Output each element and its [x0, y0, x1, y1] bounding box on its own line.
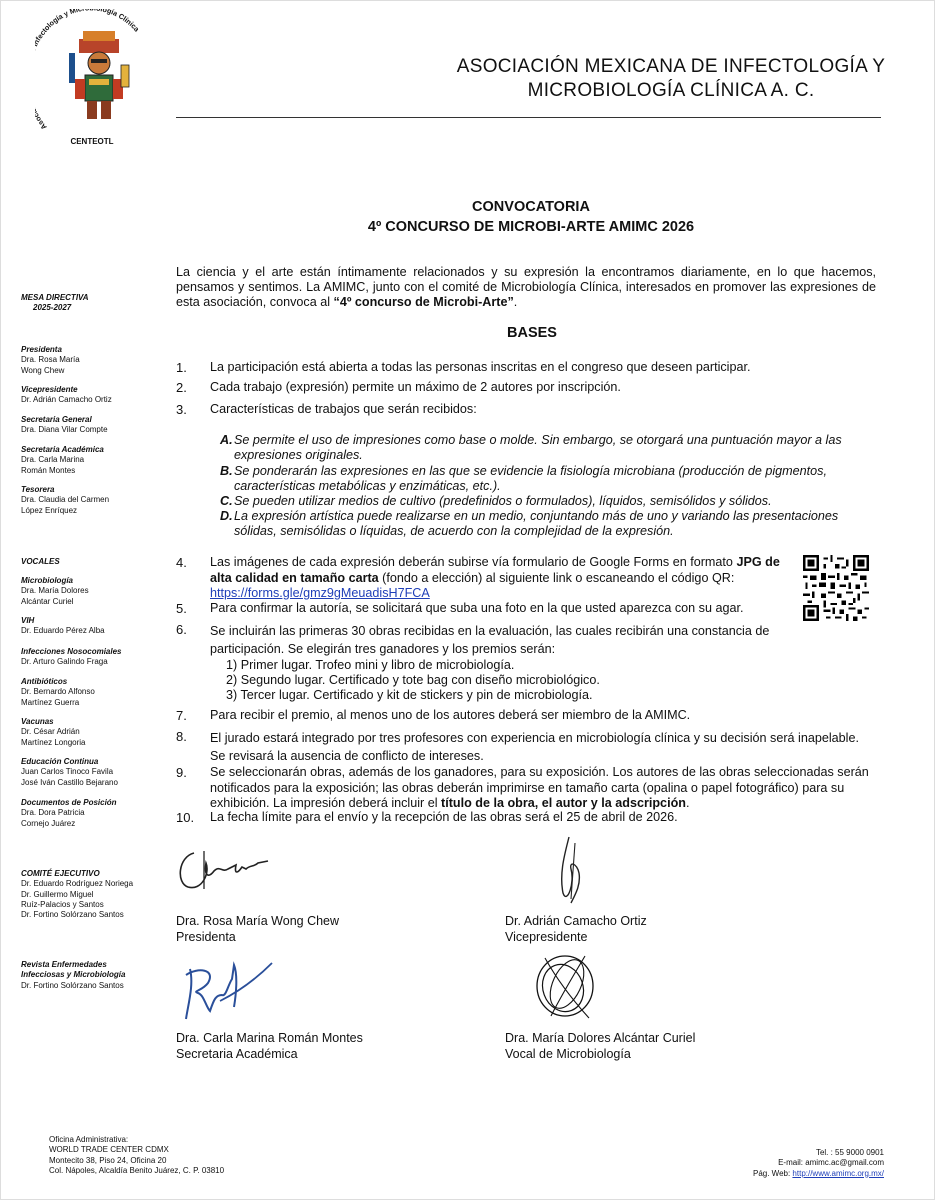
sidebar-vocal-educacion: [21, 757, 171, 788]
vocal-name: Juan Carlos Tinoco Favila José Iván Castillo Bejarano: [21, 767, 118, 787]
sidebar-mesa-directiva: [21, 293, 171, 314]
signatory-role: Secretaria Académica: [176, 1047, 298, 1061]
vocal-role: Documentos de Posición: [21, 798, 117, 807]
vocal-name: Dr. Eduardo Pérez Alba: [21, 626, 105, 636]
item-number: 1.: [176, 360, 187, 375]
sidebar-vocal-documentos: [21, 798, 171, 829]
item-text: Características de trabajos que serán recibidos:: [210, 402, 477, 416]
item-text: La fecha límite para el envío y la recepción de las obras será el 25 de abril de 2026.: [210, 810, 678, 824]
prize-third: 3) Tercer lugar. Certificado y kit de stickers y pin de microbiología.: [226, 688, 593, 702]
comite-names: Dr. Eduardo Rodríguez Noriega Dr. Guillermo Miguel Ruíz-Palacios y Santos Dr. Fortino Solórzano Santos: [21, 879, 134, 920]
sidebar-board-presidenta: [21, 345, 171, 376]
board-name: Dra. Diana Vilar Compte: [21, 425, 108, 435]
title-convocatoria: CONVOCATORIA: [472, 199, 590, 215]
org-title-line1: ASOCIACIÓN MEXICANA DE INFECTOLOGÍA Y: [456, 56, 886, 77]
header-divider: [176, 117, 881, 118]
sidebar-board-secretaria-general: [21, 415, 171, 436]
item-text: [210, 765, 876, 812]
intro-bold: “4º concurso de Microbi-Arte”: [333, 295, 514, 309]
vocal-role: Infecciones Nosocomiales: [21, 647, 122, 656]
footer-colonia: Col. Nápoles, Alcaldía Benito Juárez, C. P. 03810: [49, 1165, 225, 1175]
item-number: 8.: [176, 729, 187, 744]
sidebar-board-secretaria-academica: [21, 445, 171, 476]
signatory-role: Vicepresidente: [505, 930, 588, 944]
document-title: [331, 197, 731, 237]
footer-street: Montecito 38, Piso 24, Oficina 20: [49, 1155, 167, 1165]
item-number: 10.: [176, 810, 195, 825]
footer-web: [753, 1169, 884, 1179]
signature-block-vicepresidente: [505, 913, 647, 945]
mesa-directiva-heading: MESA DIRECTIVA: [21, 293, 89, 302]
signatory-role: Vocal de Microbiología: [505, 1047, 631, 1061]
organization-title: [441, 55, 901, 103]
signatory-name: Dra. María Dolores Alcántar Curiel: [505, 1031, 696, 1045]
signatory-role: Presidenta: [176, 930, 236, 944]
sidebar-vocal-infecciones: [21, 647, 171, 668]
sub-letter: B.: [220, 464, 233, 478]
item9-text: Se seleccionarán obras, además de los ganadores, para su exposición. Los autores de las obras seleccionadas serán notificados para la exposición; las obras deberán imprimirse en tamaño carta (opalina o papel fotográfico) para su exhibición. La impresión deberá incluir el: [210, 765, 869, 810]
item9-bold: título de la obra, el autor y la adscripción: [441, 796, 686, 810]
sidebar-comite: [21, 869, 171, 920]
signature-block-presidenta: [176, 913, 339, 945]
sidebar-vocal-vacunas: [21, 717, 171, 748]
footer-building: WORLD TRADE CENTER CDMX: [49, 1145, 169, 1155]
intro-text: La ciencia y el arte están íntimamente relacionados y su expresión la encontramos diariamente, en lo que hacemos, pensamos y sentimos. La AMIMC, junto con el comité de Microbiología Clínica, interesados en promover las expresiones de esta asociación, convoca al: [176, 265, 876, 309]
sidebar-vocal-microbiologia: [21, 576, 171, 607]
signatory-name: Dr. Adrián Camacho Ortiz: [505, 914, 647, 928]
vocal-name: Dr. César Adrián Martínez Longoria: [21, 727, 86, 747]
board-name: Dra. Claudia del Carmen López Enríquez: [21, 495, 110, 515]
handwritten-signature-icon: [176, 843, 296, 903]
board-role: Presidenta: [21, 345, 62, 354]
bases-heading: BASES: [507, 325, 557, 341]
footer-address: [49, 1135, 224, 1176]
svg-text:Asociación Mexicana de Infecto: As ectología y Mi ogía Clínica: [35, 9, 142, 132]
item-text: El jurado estará integrado por tres profesores con experiencia en microbiología clínica y su decisión será inapelable. Se revisará la ausencia de conflicto de intereses.: [210, 731, 859, 763]
item-number: 5.: [176, 601, 187, 616]
item9-end: .: [685, 796, 690, 810]
item-text: Para confirmar la autoría, se solicitará que suba una foto en la que usted aparezca con su agar.: [210, 601, 744, 615]
footer-web-link[interactable]: http://www.amimc.org.mx/: [792, 1168, 884, 1178]
vocal-name: Dra. María Dolores Alcántar Curiel: [21, 586, 89, 606]
logo-caption: CENTEOTL: [70, 137, 114, 146]
sub-text: Se pueden utilizar medios de cultivo (predefinidos o formulados), líquidos, semisólidos y sólidos.: [234, 494, 772, 508]
vocal-name: Dra. Dora Patricia Cornejo Juárez: [21, 808, 85, 828]
sidebar-vocal-antibioticos: [21, 677, 171, 708]
sub-letter: A.: [220, 433, 233, 447]
prize-second: 2) Segundo lugar. Certificado y tote bag con diseño microbiológico.: [226, 673, 600, 687]
board-name: Dr. Adrián Camacho Ortiz: [21, 395, 112, 405]
signature-block-vocal-microbiologia: [505, 1030, 695, 1062]
signatory-name: Dra. Carla Marina Román Montes: [176, 1031, 363, 1045]
sub-text: La expresión artística puede realizarse en un medio, conjuntando más de uno y variando las presentaciones sólidas, semisólidas o líquidas, de acuerdo con la complejidad de la expresión.: [234, 509, 839, 538]
footer-email[interactable]: E-mail: amimc.ac@gmail.com: [778, 1158, 884, 1168]
intro-paragraph: [176, 265, 876, 310]
item-number: 7.: [176, 708, 187, 723]
sub-letter: D.: [220, 509, 233, 523]
sub-text: Se ponderarán las expresiones en las que se evidencie la fisiología microbiana (producción de pigmentos, características metabólicas y enzimáticas, etc.).: [234, 464, 827, 493]
vocal-role: Educación Continua: [21, 757, 99, 766]
item4-text-b: (fondo a elección) al siguiente link o escaneando el código QR:: [378, 570, 735, 585]
board-role: Secretaria Académica: [21, 445, 104, 454]
amimc-logo: [35, 9, 149, 149]
item-number: 2.: [176, 380, 187, 395]
item-number: 3.: [176, 402, 187, 417]
google-forms-link[interactable]: https://forms.gle/gmz9gMeuadisH7FCA: [210, 586, 430, 600]
mesa-directiva-period: 2025-2027: [33, 303, 72, 313]
item4-bold: JPG de alta calidad en tamaño carta: [210, 555, 780, 585]
sidebar-vocal-vih: [21, 616, 171, 637]
board-name: Dra. Rosa María Wong Chew: [21, 355, 80, 375]
item4-text-a: Las imágenes de cada expresión deberán subirse vía formulario de Google Forms en formato: [210, 555, 733, 569]
vocal-name: Dr. Arturo Galindo Fraga: [21, 657, 108, 667]
title-contest: 4º CONCURSO DE MICROBI-ARTE AMIMC 2026: [367, 219, 695, 235]
intro-end: .: [513, 295, 518, 309]
sidebar-vocales-heading: [21, 557, 171, 567]
org-title-line2: MICROBIOLOGÍA CLÍNICA A. C.: [527, 80, 815, 101]
item-text: La participación está abierta a todas las personas inscritas en el congreso que deseen participar.: [210, 360, 751, 374]
vocal-role: Antibióticos: [21, 677, 68, 686]
vocal-role: Microbiología: [21, 576, 73, 585]
sidebar-revista: [21, 960, 171, 991]
vocal-name: Dr. Bernardo Alfonso Martínez Guerra: [21, 687, 95, 707]
item-text: Cada trabajo (expresión) permite un máximo de 2 autores por inscripción.: [210, 380, 621, 394]
vocal-role: Vacunas: [21, 717, 54, 726]
signatory-name: Dra. Rosa María Wong Chew: [176, 914, 340, 928]
footer-web-label: Pág. Web:: [752, 1168, 793, 1178]
footer-contact: [753, 1148, 884, 1179]
handwritten-signature-icon: [525, 946, 605, 1026]
item-text: Se incluirán las primeras 30 obras recibidas en la evaluación, las cuales recibirán una constancia de participación. Se elegirán tres ganadores y los premios serán:: [210, 624, 770, 656]
handwritten-signature-icon: [545, 833, 605, 913]
centeotl-emblem-icon: [35, 9, 149, 139]
footer-phone: Tel. : 55 9000 0901: [815, 1148, 884, 1157]
sub-text: Se permite el uso de impresiones como base o molde. Sin embargo, se otorgará una puntuación mayor a las expresiones originales.: [234, 433, 842, 462]
board-role: Vicepresidente: [21, 385, 78, 394]
vocales-heading: VOCALES: [21, 557, 60, 566]
item-number: 9.: [176, 765, 187, 780]
revista-heading: Revista Enfermedades Infecciosas y Microbiología: [21, 960, 126, 980]
board-role: Secretaria General: [21, 415, 92, 424]
board-name: Dra. Carla Marina Román Montes: [21, 455, 85, 475]
prize-first: 1) Primer lugar. Trofeo mini y libro de microbiología.: [226, 658, 515, 672]
item-number: 6.: [176, 622, 187, 637]
signature-block-secretaria-academica: [176, 1030, 363, 1062]
item-number: 4.: [176, 555, 187, 570]
vocal-role: VIH: [21, 616, 35, 625]
sidebar-board-vicepresidente: [21, 385, 171, 406]
footer-office-label: Oficina Administrativa:: [49, 1135, 129, 1144]
comite-heading: COMITÉ EJECUTIVO: [21, 869, 100, 878]
revista-name: Dr. Fortino Solórzano Santos: [21, 980, 124, 990]
sub-letter: C.: [220, 494, 233, 508]
handwritten-signature-icon: [176, 955, 286, 1027]
item-text: [210, 555, 792, 602]
board-role: Tesorera: [21, 485, 55, 494]
sidebar-board-tesorera: [21, 485, 171, 516]
item-text: Para recibir el premio, al menos uno de los autores deberá ser miembro de la AMIMC.: [210, 708, 691, 722]
